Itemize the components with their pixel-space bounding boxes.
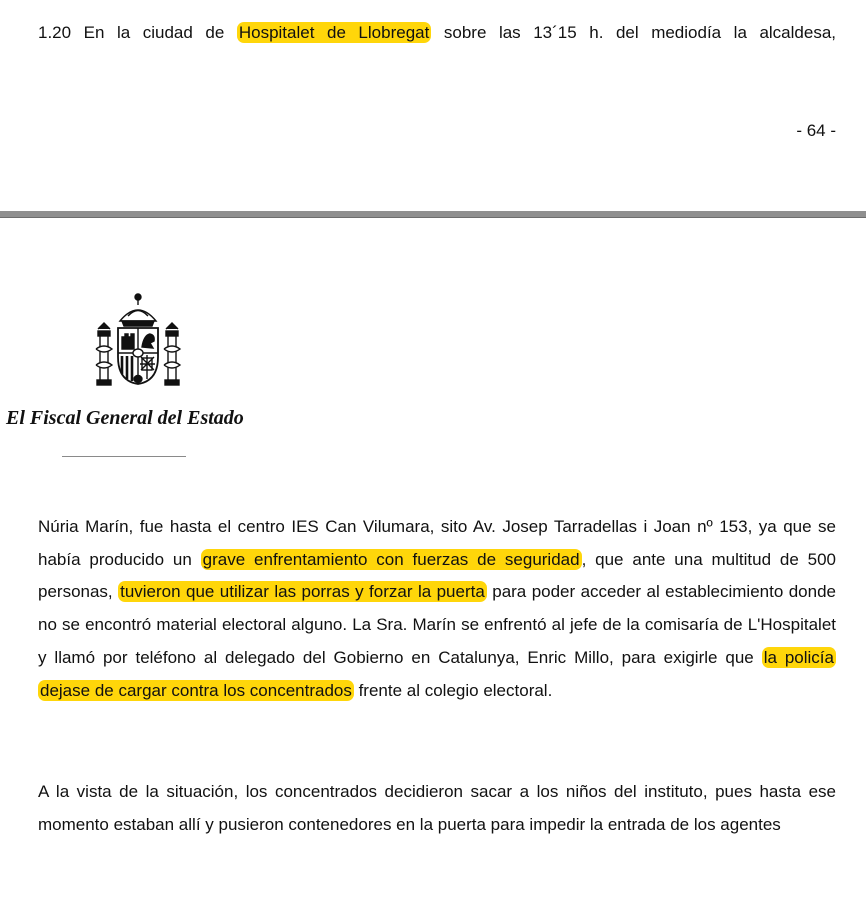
highlight-policia-cargar: la policía dejase de cargar contra los concentrados [40,647,834,700]
line-end: sobre las 13´15 h. del mediodía la alcaldesa, [431,23,836,42]
highlight-porras: tuvieron que utilizar las porras y forzar la puerta [120,582,485,602]
p1-text-2: , que ante una multitud de 500 personas, [38,549,836,602]
letterhead-title: El Fiscal General del Estado [6,407,244,429]
spanish-coat-of-arms-icon [92,291,184,387]
highlight-grave-enfrentamiento: grave enfrentamiento con fuerzas de seguridad [202,549,580,569]
line-start: 1.20 En la ciudad de [38,23,237,42]
highlight-hospitalet: Hospitalet de Llobregat [238,23,430,42]
p1-text-4: frente al colegio electoral. [353,680,553,700]
previous-page-bottom [0,0,866,212]
letterhead-rule [62,456,186,457]
paragraph-2: A la vista de la situación, los concentrados decidieron sacar a los niños del instituto, pues hasta ese momento estaban allí y pusieron contenedores en la puerta para impedir la entrada de los agentes [38,782,836,834]
page-number: - 64 - [796,121,836,140]
p1-text-1: Núria Marín, fue hasta el centro IES Can Vilumara, sito Av. Josep Tarradellas i Joan nº 153, ya que se había producido un [38,517,836,569]
paragraph-1 [38,511,836,707]
p1-text-3: para poder acceder al establecimiento donde no se encontró material electoral alguno. La Sra. Marín se enfrentó al jefe de la comisaría de L'Hospitalet y llamó por teléfono al delegado del Gobierno en Catalunya, Enric Millo, para exigirle que [38,582,836,667]
page-separator [0,211,866,218]
paragraph-1-20-opening [38,20,836,46]
